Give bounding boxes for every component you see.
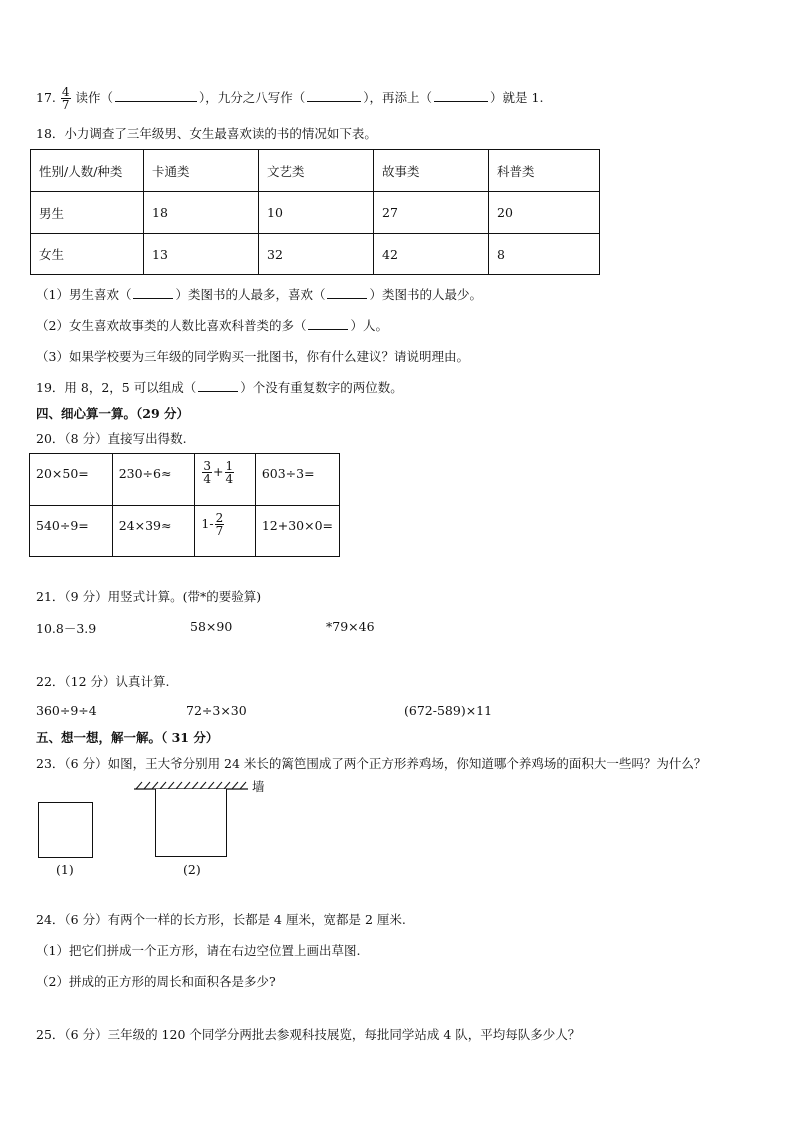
question-20-text: 20．（8 分）直接写出得数. bbox=[36, 431, 187, 446]
question-22-text: 22．（12 分）认真计算. bbox=[36, 674, 170, 689]
figure-label-1: (1) bbox=[56, 862, 74, 877]
question-text: （2）女生喜欢故事类的人数比喜欢科普类的多（ bbox=[36, 318, 307, 333]
section-5-heading: 五、想一想，解一解。（ 31 分） bbox=[36, 730, 219, 745]
calc-cell bbox=[195, 454, 255, 506]
question-text: ），再添上（ bbox=[363, 90, 433, 105]
calc-item: (672-589)×11 bbox=[404, 703, 493, 718]
operator: + bbox=[213, 464, 224, 479]
table-row bbox=[31, 192, 600, 234]
fraction bbox=[202, 460, 212, 485]
calc-table bbox=[29, 453, 340, 557]
question-18-part-3: （3）如果学校要为三年级的同学购买一批图书，你有什么建议？请说明理由。 bbox=[36, 349, 469, 364]
question-23-text: 23．（6 分）如图，王大爷分别用 24 米长的篱笆围成了两个正方形养鸡场，你知道哪个养鸡场的面积大一些吗？为什么？ bbox=[36, 756, 707, 771]
calc-cell: 540÷9= bbox=[30, 506, 113, 557]
table-cell: 20 bbox=[489, 192, 600, 234]
question-text: ）类图书的人最多，喜欢（ bbox=[175, 287, 326, 302]
calc-cell: 12+30×0= bbox=[255, 506, 339, 557]
calc-item: *79×46 bbox=[326, 619, 375, 634]
table-row bbox=[30, 506, 340, 557]
answer-blank[interactable] bbox=[327, 286, 367, 299]
question-18-text: 18．小力调查了三年级男、女生最喜欢读的书的情况如下表。 bbox=[36, 126, 377, 141]
table-header-cell: 卡通类 bbox=[144, 150, 259, 192]
table-cell: 32 bbox=[259, 234, 374, 275]
calc-item: 360÷9÷4 bbox=[36, 703, 97, 718]
question-24-part-2: （2）拼成的正方形的周长和面积各是多少? bbox=[36, 974, 276, 989]
table-cell: 27 bbox=[374, 192, 489, 234]
fraction-denominator: 7 bbox=[61, 98, 70, 112]
calc-cell: 230÷6≈ bbox=[112, 454, 195, 506]
calc-item: 72÷3×30 bbox=[186, 703, 247, 718]
question-text: ）个没有重复数字的两位数。 bbox=[240, 380, 403, 395]
fraction-denominator: 7 bbox=[215, 524, 224, 538]
answer-blank[interactable] bbox=[133, 286, 173, 299]
table-cell: 女生 bbox=[31, 234, 144, 275]
table-header-cell: 科普类 bbox=[489, 150, 600, 192]
table-header-cell: 故事类 bbox=[374, 150, 489, 192]
question-text: ），九分之八写作（ bbox=[199, 90, 306, 105]
table-row bbox=[31, 234, 600, 275]
operator: 1- bbox=[201, 516, 214, 531]
table-header-cell: 性别/人数/种类 bbox=[31, 150, 144, 192]
wall-label: 墙 bbox=[252, 779, 265, 794]
table-cell: 8 bbox=[489, 234, 600, 275]
answer-blank[interactable] bbox=[307, 89, 361, 102]
section-4-heading: 四、细心算一算。（29 分） bbox=[36, 406, 189, 421]
fraction-denominator: 4 bbox=[203, 472, 212, 486]
table-header-cell: 文艺类 bbox=[259, 150, 374, 192]
fraction-numerator: 1 bbox=[225, 459, 234, 473]
table-header-row bbox=[31, 150, 600, 192]
square-figure-1 bbox=[38, 802, 93, 858]
fraction bbox=[61, 86, 71, 111]
fraction-numerator: 4 bbox=[61, 85, 70, 99]
question-text: ）类图书的人最少。 bbox=[369, 287, 482, 302]
calc-cell: 20×50= bbox=[30, 454, 113, 506]
table-cell: 13 bbox=[144, 234, 259, 275]
question-25-text: 25．（6 分）三年级的 120 个同学分两批去参观科技展览，每批同学站成 4 队，平均每队多少人？ bbox=[36, 1027, 581, 1042]
question-text: （1）男生喜欢（ bbox=[36, 287, 132, 302]
square-figure-2 bbox=[155, 789, 227, 857]
answer-blank[interactable] bbox=[434, 89, 488, 102]
question-text: ）人。 bbox=[350, 318, 388, 333]
question-18-part-2 bbox=[36, 316, 388, 334]
calc-item: 58×90 bbox=[190, 619, 233, 634]
table-cell: 42 bbox=[374, 234, 489, 275]
question-text: ）就是 1. bbox=[490, 90, 544, 105]
table-row bbox=[30, 454, 340, 506]
question-18-part-1 bbox=[36, 285, 482, 303]
table-cell: 10 bbox=[259, 192, 374, 234]
answer-blank[interactable] bbox=[308, 317, 348, 330]
question-text: 读作（ bbox=[75, 90, 114, 105]
question-21-text: 21．（9 分）用竖式计算。(带*的要验算) bbox=[36, 589, 262, 604]
question-24-text: 24．（6 分）有两个一样的长方形，长都是 4 厘米，宽都是 2 厘米. bbox=[36, 912, 406, 927]
answer-blank[interactable] bbox=[198, 379, 238, 392]
table-cell: 男生 bbox=[31, 192, 144, 234]
figure-label-2: (2) bbox=[183, 862, 201, 877]
question-19 bbox=[36, 378, 403, 396]
question-number: 17. bbox=[36, 90, 56, 105]
fraction-numerator: 3 bbox=[203, 459, 212, 473]
survey-table bbox=[30, 149, 600, 275]
question-17 bbox=[36, 86, 543, 111]
question-text: 19．用 8，2，5 可以组成（ bbox=[36, 380, 197, 395]
calc-cell: 603÷3= bbox=[255, 454, 339, 506]
fraction-denominator: 4 bbox=[225, 472, 234, 486]
calc-cell bbox=[195, 506, 255, 557]
fraction bbox=[225, 460, 235, 485]
table-cell: 18 bbox=[144, 192, 259, 234]
fraction-numerator: 2 bbox=[215, 511, 224, 525]
fraction bbox=[215, 512, 225, 537]
calc-cell: 24×39≈ bbox=[112, 506, 195, 557]
question-24-part-1: （1）把它们拼成一个正方形，请在右边空位置上画出草图. bbox=[36, 943, 361, 958]
answer-blank[interactable] bbox=[115, 89, 197, 102]
calc-item: 10.8－3.9 bbox=[36, 621, 97, 636]
